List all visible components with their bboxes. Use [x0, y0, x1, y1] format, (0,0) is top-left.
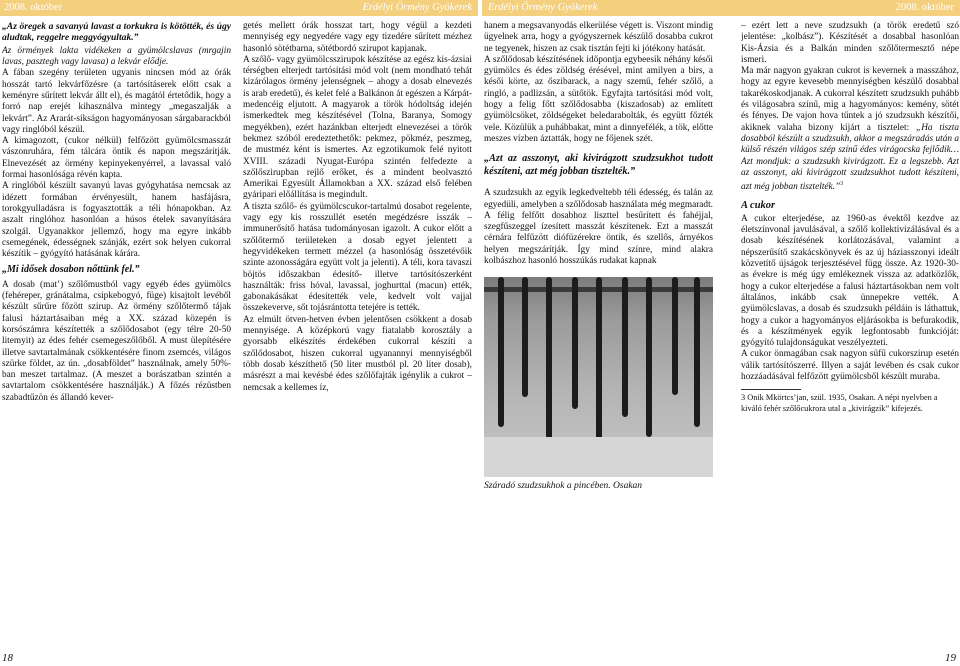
sujukh-string: [498, 277, 504, 427]
paragraph: A szőlő- vagy gyümölcsszirupok készítése az egész kis-ázsiai térségben elterjedt tartósítási mód volt (nem mondható tehát kizárólagos örmény jelenségnek – ahogy a dosab elnevezés is arab eredetű), és kelet felé a Balkánon át egészen a Kárpát-medencéig eljutott. A magyarok a török hódoltság idején ismerkedtek meg készítésével (Tolna, Baranya, Somogy megyékben), ezért hazánkban elterjedt elnevezései a török bekmez szóból eredeztethetők: pekmez, pökméz, peszmeg, de mustméz ként is ismertes. Az egzotikumok felé nyitott XVIII. századi Nyugat-Európa szintén felfedezte a szőlőszirupban rejlő erőket, és a mindent beolvasztó Amerikai Egyesült Államokban a XX. század első felében gyáripari előállítása is megindult.: [243, 54, 472, 201]
pull-quote: „Azt az asszonyt, aki kivirágzott szudzsukhot tudott készíteni, azt még jobban tisztelték.”: [484, 153, 713, 177]
column-2: [243, 21, 472, 641]
paragraph: A fában szegény területen ugyanis nincsen mód az órák hosszát tartó lekvárfőzésre (a tartósításerek előtt csak a keményre sűrített lekvár állt el), és magától értetődik, hogy a forró nap erejét kihasználva mintegy „megaszalják a lekvárt”. Az Ararát-síkságon hagyományosan sárgabarackból vagy ringlóból készül.: [2, 68, 231, 135]
paragraph: A tiszta szőlő- és gyümölcscukor-tartalmú dosabot regelente, vagy egy kis rosszullét esetén megédzésre isszák – immunerősítő hatása tudományosan igazolt. A cukor előtt a szőlőtermő területeken a dosab egyet jelentett a hegyvidékeken termett mézzel (a hasonlóság összetévőik szinte azonosságára együtt volt ja jelenti). A téli, kora tavaszi böjtös időszakban édesítő- illetve tartósítószerként használták: friss hóval, lavassal, joghurttal (macun) ették, gabonakásákat édesítették vele, kedvelt volt vajjal összekeverve, sőt tojásrántotta tetejére is tették.: [243, 201, 472, 314]
column-1: [2, 21, 231, 641]
section-quote-heading: „Mi idősek dosabon nőttünk fel.”: [2, 264, 140, 276]
sujukh-string: [596, 277, 602, 452]
paragraph: hanem a megsavanyodás elkerülése végett is. Viszont mindig ügyelnek arra, hogy a gyógyszernek készülő dosabba cukrot ne tegyenek, hiszen az csak tisztán fejti ki jótékony hatását.: [484, 21, 713, 54]
header-date: 2008. október: [4, 2, 63, 13]
header-date: 2008. október: [895, 2, 954, 13]
sujukh-string: [522, 277, 528, 397]
footnote-ref: 3: [840, 181, 844, 188]
page-number-right: 19: [945, 652, 956, 664]
paragraph-text: Ma már nagyon gyakran cukrot is kevernek a masszához, hogy az egyre kevesebb mennyiségben készülő dosabbal takarékoskodjanak. A cukorral készített szudzsukh puhább és világosabra színű, mig a hagyományos: kemény, sötét és fényes. De vajon hova tűntek a jó szudzsukh készítői, akiknek valaha bizony kijárt a tisztelet:: [741, 66, 959, 133]
page-header-left: [0, 0, 478, 16]
photo-caption: Száradó szudzsukhok a pincében. Osakan: [484, 481, 643, 492]
footnote: 3 Onik Mkörtcs’jan, szül. 1935, Osakan. A népi nyelvben a kiváló fehér szőlőcukrora utal a „kivirágzik” kifejezés.: [741, 393, 938, 413]
sujukh-string: [622, 277, 628, 417]
page-header-right: [482, 0, 960, 16]
paragraph: A cukor elterjedése, az 1960-as évektől kezdve az életszínvonal javulásával, a szőlő kollektivizálásával és a dosab készítésének korlátozásával, valamint a népszerűsítő szakácskönyvek és az új háziasszonyi ideált közvetítő újságok terjesztésével függ össze. Az 1920-30-as évekre is még úgy emlékeznek vissza az adatközlők, hogy a cukor elterjedése a falusi háztartásokban nem volt általános, inkább csak ünnepekre vették. A gyümölcslavas, a dosab és szudzsukh példáin is láthattuk, hogy a cukor a hagyományos eljárásokba is befurakodik, és a készítmények egyik legfontosabb funkcióját: gyógyító tulajdonságukat veszélyezteti.: [741, 213, 959, 349]
paragraph: A dosab (mat’) szőlőmustból vagy egyéb édes gyümölcs (fehéreper, gránátalma, csipkebogyó, füge) kisajtolt levéből készült sűrűre főzött szirup. Az örmény szőlőtermő tájak falusi háztartásaiban még a XX. század közepén is korsószámra készítették a szőlődosabot (egy télre 20-50 litemyit) az édes fehér csemegeszőlőből. A must ülepítésére illetve savtartalmának csökkentésére finom zsemcés, világos szürke földet, az ún. „dosabföldet” használnak, amely 50%-ban meszet tartalmaz. (A meszet a borászatban szintén a savtartalom csökkentésére használják.) A főzés rézüstben szabadtűzön és állandó kever-: [2, 279, 231, 403]
sujukh-string: [572, 277, 578, 409]
page-right: [482, 0, 960, 666]
paragraph: Az elmúlt ötven-hetven évben jelentősen csökkent a dosab mennyisége. A középkorú vagy fiatalabb korosztály a gyorsabb elkészítés érdekében cukorral készíti a szőlődosabot, hiszen cukorral ugyanannyi mennyiségből több dosab készíthető (50 liter mustból pl. 20 liter dosab), másrészt a mai kevésbé édes szőlőfajták igénylik a cukrot – nemcsak a kellemes íz,: [243, 314, 472, 393]
paragraph: A szudzsukh az egyik legkedveltebb téli édesség, és talán az egyedüli, amelyben a szőlődosab használata még megmaradt. A félig felfőtt dosabhoz liszttel besűrített és fahéjjal, szegfűszeggel ízesített masszát készítenek. Ezt a masszát cérnára felfűzött diófüzérekre öntik, és szellős, árnyékos helyen megszárítják. Így mind színre, mind alakra kolbászhoz hasonló hosszúkás rudakat kapnak: [484, 188, 713, 267]
inline-quote: „Ha tiszta dosabból készült a szudzsukh, akkor a megszáradás után a külső részén világos szép színű édes virágocska fejlődik… Azt mondjuk: a szudzsukh kivirágzott. Ez a legszebb. Azt az asszonyt, aki kivirágzott szudzsukhot tudott készíteni, azt még jobban tisztelték.”: [741, 122, 959, 193]
paragraph: [741, 66, 959, 193]
sujukh-string: [672, 277, 678, 395]
paragraph: A cukor önmagában csak nagyon süfű cukorszirup esetén válik tartósítószerré. Illyen a saját levében és csak cukor hozzáadásával felfőzött gyümölcsből készült muraba.: [741, 349, 959, 382]
page-left: [0, 0, 478, 666]
cellar-floor: [484, 437, 713, 477]
photo-drying-sujukh: [484, 277, 713, 477]
paragraph: A ringlóból készült savanyú lavas gyógyhatása nemcsak az idézett formában érvényesült, hanem hasfájásra, torokgyulladásra is fogyasztották a téli hónapokban. Az aszalt ringlóhoz hasonlóan a húsos ételek savanyítására szolgál. Ugyanakkor jellemző, hogy ma egyre inkább csemegének, édességnek szánják, ezért sok helyen cukorral készítik – gyógyító hatásának kárára.: [2, 181, 231, 260]
intro-text: Az örmények lakta vidékeken a gyümölcslavas (mrgajin lavas, pasztegh vagy lavasa) a lekvár elődje.: [2, 45, 231, 68]
section-heading: A cukor: [741, 199, 776, 211]
sujukh-string: [546, 277, 552, 445]
sujukh-string: [694, 277, 700, 427]
paragraph: A szőlődosab készítésének időpontja egybeesik néhány késői gyümölcs és édes zöldség érésével, mint amilyen a birs, a késői körte, az őszibarack, a nagy szemű, fehér szőlő, a ringló, a padlizsán, a sütőtök. Egyfajta tartósítási mód volt, hogy a felig főtt szőlődosabba (kiszadosab) az említett gyümölcsöket, zöldségeket beledarabolták, és együtt főzték vele. Közülük a puhábbakat, mint a dinnyefélék, a tök, előtte meszes vízben áztatták, hogy ne főjenek szét.: [484, 54, 713, 144]
sujukh-string: [646, 277, 652, 437]
paragraph: getés mellett órák hosszat tart, hogy végül a kezdeti mennyiség egy negyedére vagy egy tizedére sűrített mézhez hasonló sötétbarna, sötétbordó szirupot kapjanak.: [243, 21, 472, 54]
column-4: [741, 21, 959, 641]
column-3: [484, 21, 713, 641]
paragraph: A kimagozott, (cukor nélkül) felfőzött gyümölcsmasszát vászonruhára, fém tálcára öntik és napon megszárítják. Elnevezését az örmény kepinyekenyérrel, a lavassal való formai hasonlósága révén kapta.: [2, 136, 231, 181]
paragraph: – ezért lett a neve szudzsukh (a török eredetű szó jelentése: „kolbász”). Készítését a dosabbal hasonlóan Kis-Ázsia és a Balkán minden szőlőtermesztő népe ismeri.: [741, 21, 959, 65]
lead-quote: „Az öregek a savanyú lavast a torkukra is kötötték, és úgy aludtak, reggelre meggyógyultak.”: [2, 21, 231, 44]
header-journal: Erdélyi Örmény Gyökerek: [362, 2, 472, 13]
footnote-separator: [741, 389, 801, 390]
page-number-left: 18: [2, 652, 13, 664]
header-journal: Erdélyi Örmény Gyökerek: [488, 2, 598, 13]
